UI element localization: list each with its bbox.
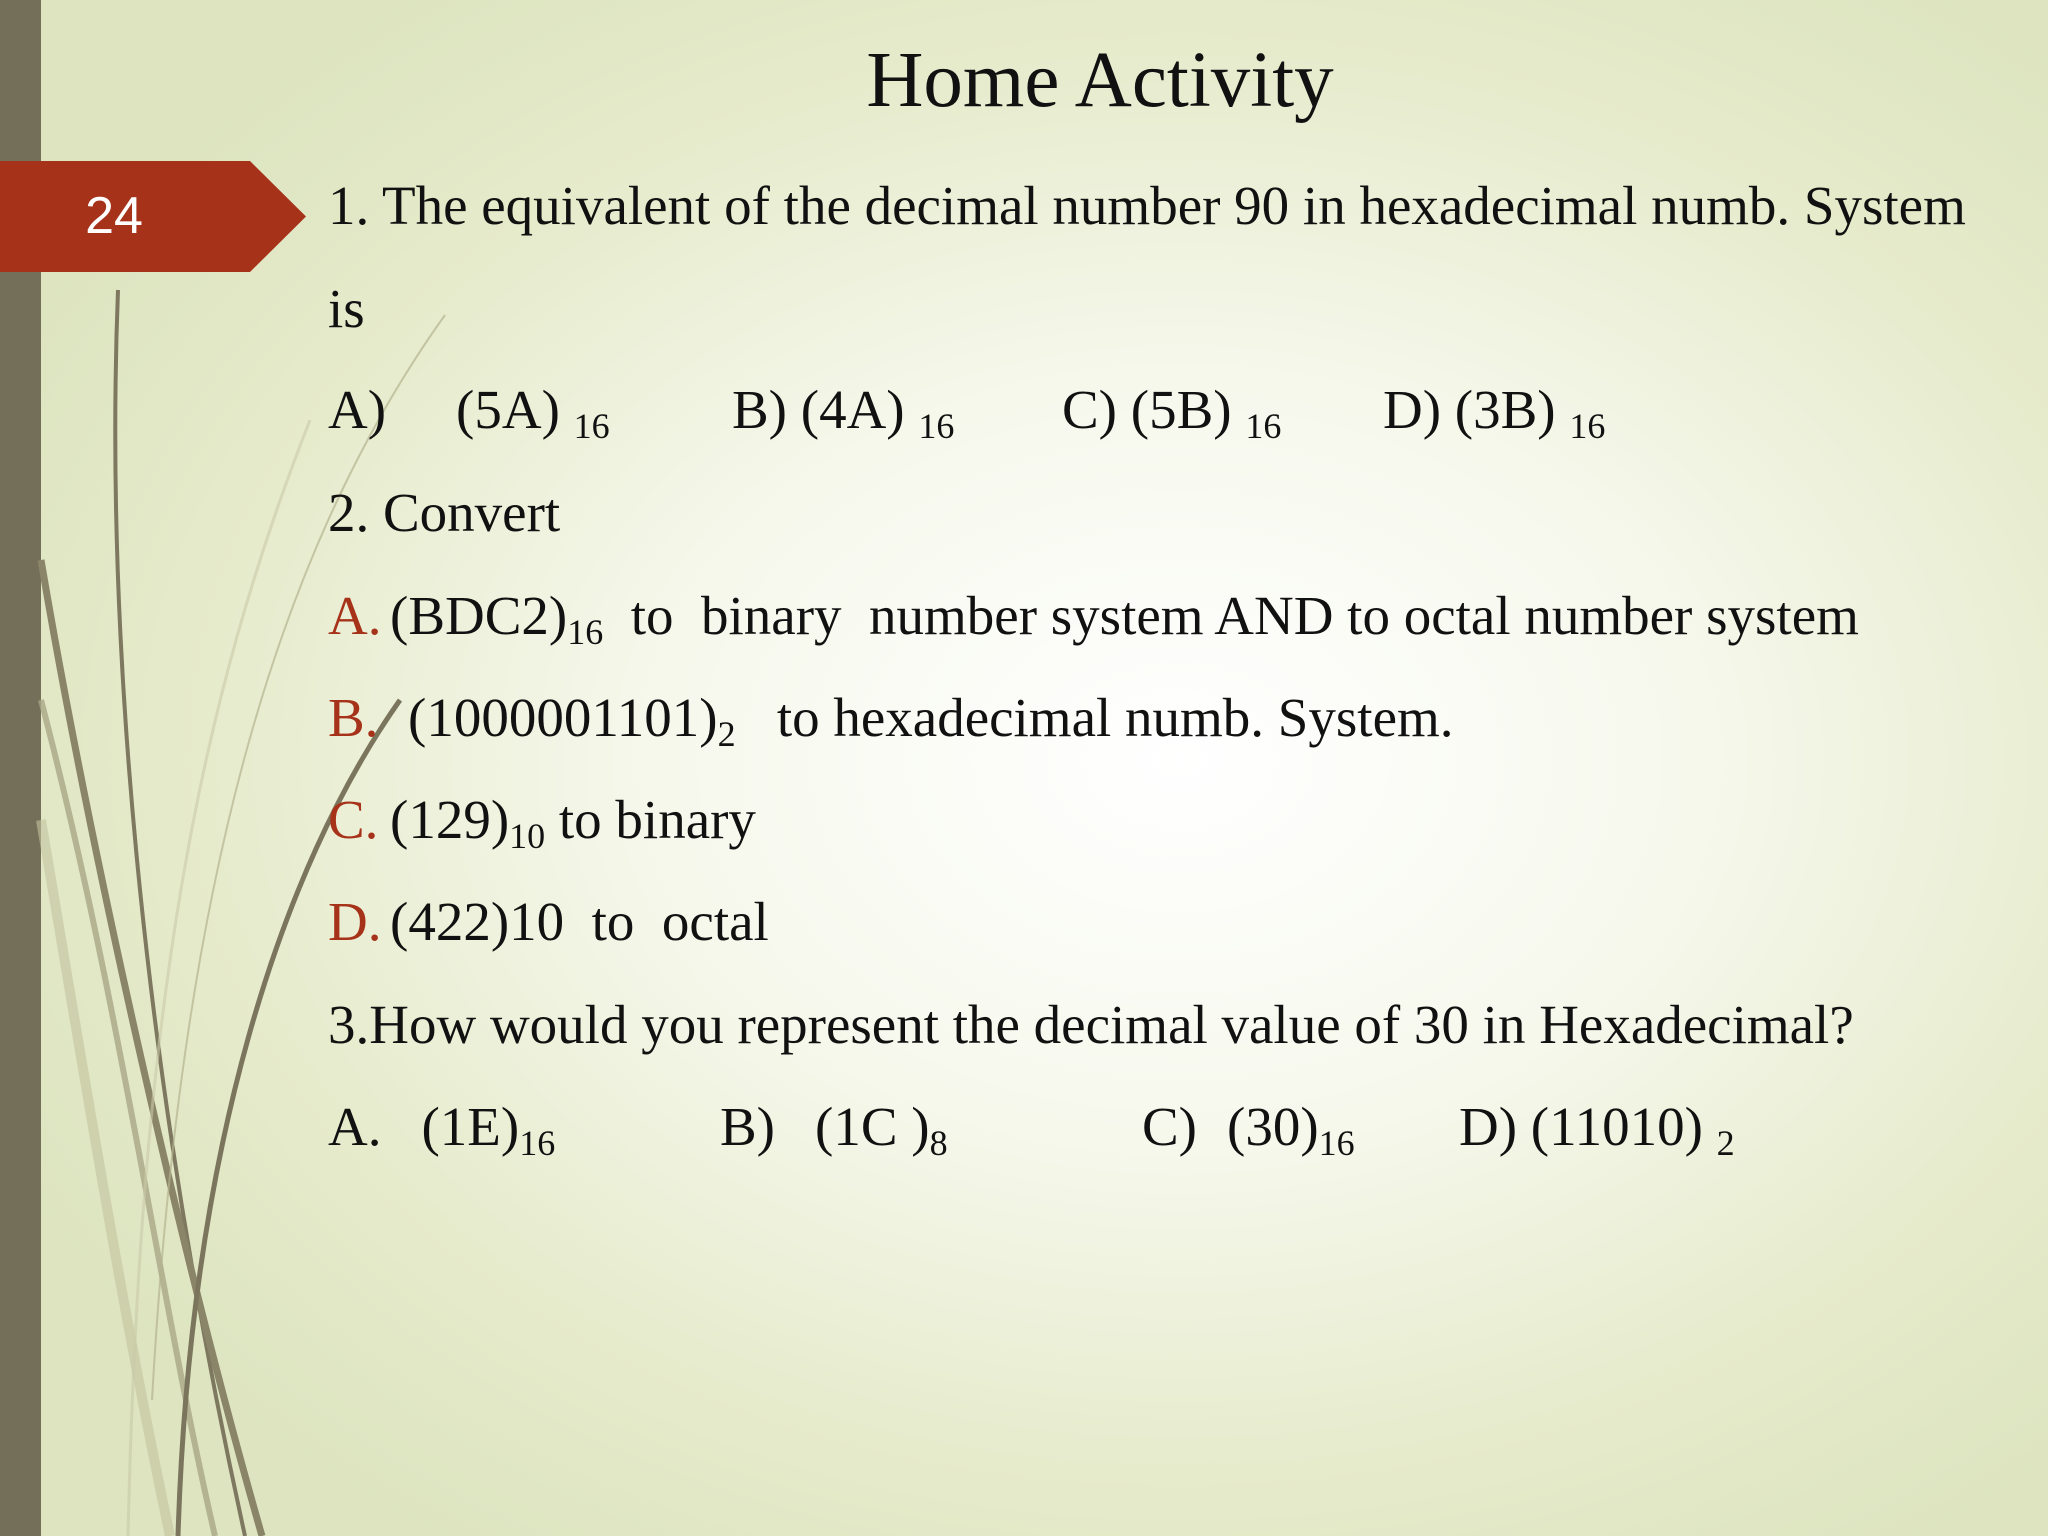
- q2-item-b: [328, 685, 1454, 754]
- decor-curve-2: [41, 560, 262, 1536]
- decor-curve-4: [41, 820, 170, 1536]
- option-value: (1C ): [815, 1096, 930, 1157]
- item-base: 10: [509, 816, 546, 856]
- item-value: (BDC2): [390, 585, 568, 646]
- option-base: 2: [1716, 1123, 1735, 1163]
- decor-curve-6: [152, 315, 445, 1400]
- item-value: (422)10: [390, 891, 565, 952]
- option-base: 16: [1318, 1123, 1355, 1163]
- q2-item-a: [328, 583, 1859, 652]
- item-text: to binary number system AND to octal number system: [630, 585, 1859, 646]
- q1-option-c: [1062, 377, 1282, 446]
- page-title: Home Activity: [866, 37, 1334, 124]
- item-base: 16: [567, 612, 604, 652]
- item-text: to octal: [591, 891, 769, 952]
- option-base: 16: [1245, 406, 1282, 446]
- item-marker: A.: [328, 585, 382, 646]
- option-label: C): [1142, 1096, 1197, 1157]
- slide-number: 24: [85, 187, 143, 245]
- option-value: (5A): [456, 379, 560, 440]
- q1-options: [0, 377, 2048, 447]
- q1-option-b: [732, 377, 955, 446]
- option-base: 16: [918, 406, 955, 446]
- q3-options: [0, 1094, 2048, 1164]
- option-base: 16: [1569, 406, 1606, 446]
- q3-option-b: [720, 1094, 948, 1163]
- q3-question: 3.How would you represent the decimal value of 30 in Hexadecimal?: [328, 994, 1854, 1055]
- option-label: D): [1383, 379, 1442, 440]
- q1-text-line1: 1. The equivalent of the decimal number 90 in hexadecimal numb. System: [328, 175, 1966, 236]
- option-label: B): [732, 379, 787, 440]
- option-value: (30): [1227, 1096, 1319, 1157]
- q2-heading: 2. Convert: [328, 482, 561, 543]
- option-value: (4A): [800, 379, 905, 440]
- option-value: (5B): [1130, 379, 1232, 440]
- q1-option-d: [1383, 377, 1606, 446]
- option-base: 16: [573, 406, 610, 446]
- item-marker: B.: [328, 687, 379, 748]
- option-label: D): [1459, 1096, 1518, 1157]
- item-marker: D.: [328, 891, 382, 952]
- option-base: 8: [929, 1123, 948, 1163]
- option-value: (1E): [421, 1096, 520, 1157]
- q1-text-line2: is: [328, 278, 365, 339]
- item-text: to binary: [558, 789, 756, 850]
- option-label: A): [328, 379, 387, 440]
- item-value: (129): [390, 789, 510, 850]
- option-label: B): [720, 1096, 775, 1157]
- option-value: (3B): [1454, 379, 1556, 440]
- option-base: 16: [519, 1123, 556, 1163]
- q1-option-a: [328, 377, 610, 446]
- option-label: A.: [328, 1096, 382, 1157]
- item-text: to hexadecimal numb. System.: [776, 687, 1454, 748]
- item-value: (1000001101): [408, 687, 718, 748]
- q3-option-c: [1142, 1094, 1355, 1163]
- q3-option-d: [1459, 1094, 1735, 1163]
- q3-option-a: [328, 1094, 556, 1163]
- item-marker: C.: [328, 789, 379, 850]
- option-value: (11010): [1530, 1096, 1703, 1157]
- item-base: 2: [717, 714, 736, 754]
- option-label: C): [1062, 379, 1117, 440]
- q2-item-c: [328, 787, 756, 856]
- q2-item-d: [328, 889, 769, 955]
